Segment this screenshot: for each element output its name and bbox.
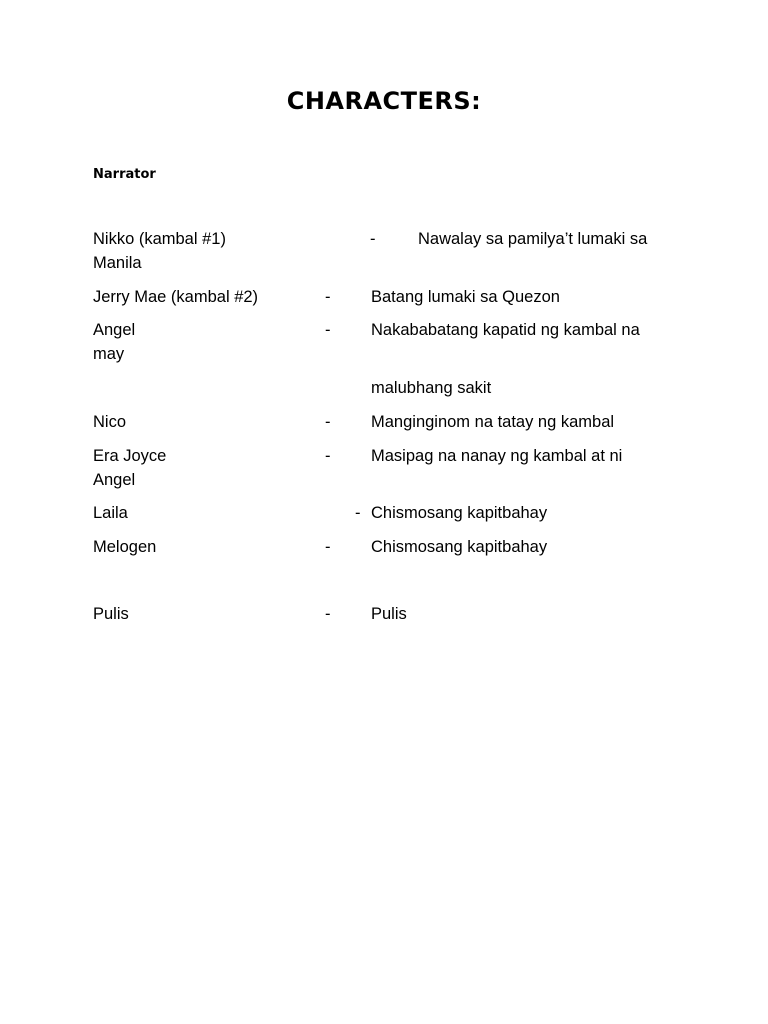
character-role-angel: Nakababatang kapatid ng kambal na — [371, 321, 640, 339]
character-role-era-joyce: Masipag na nanay ng kambal at ni — [371, 447, 623, 465]
character-name-cont-manila: Manila — [93, 254, 142, 272]
role-dash: - — [325, 538, 331, 556]
character-role-melogen: Chismosang kapitbahay — [371, 538, 548, 556]
role-dash: - — [325, 413, 331, 431]
character-name-angel: Angel — [93, 321, 136, 339]
character-name-era-joyce: Era Joyce — [93, 447, 167, 465]
character-name-pulis: Pulis — [93, 605, 129, 623]
character-role-cont-angel: malubhang sakit — [371, 379, 492, 397]
character-name-laila: Laila — [93, 504, 128, 522]
character-name-cont-angel: Angel — [93, 471, 136, 489]
character-name-cont-may: may — [93, 345, 125, 363]
character-role-laila: Chismosang kapitbahay — [371, 504, 548, 522]
role-dash: - — [325, 321, 331, 339]
character-name-jerry-mae: Jerry Mae (kambal #2) — [93, 288, 259, 306]
role-dash: - — [325, 447, 331, 465]
character-role-nico: Manginginom na tatay ng kambal — [371, 413, 615, 431]
narrator-label: Narrator — [93, 167, 156, 182]
character-role-jerry-mae: Batang lumaki sa Quezon — [371, 288, 560, 306]
character-role-pulis: Pulis — [371, 605, 407, 623]
page-title: CHARACTERS: — [286, 87, 482, 115]
character-role-nikko: Nawalay sa pamilya’t lumaki sa — [418, 230, 648, 248]
character-name-nikko: Nikko (kambal #1) — [93, 230, 226, 248]
character-name-melogen: Melogen — [93, 538, 157, 556]
role-dash: - — [370, 230, 376, 248]
role-dash: - — [355, 504, 361, 522]
character-name-nico: Nico — [93, 413, 127, 431]
role-dash: - — [325, 605, 331, 623]
role-dash: - — [325, 288, 331, 306]
